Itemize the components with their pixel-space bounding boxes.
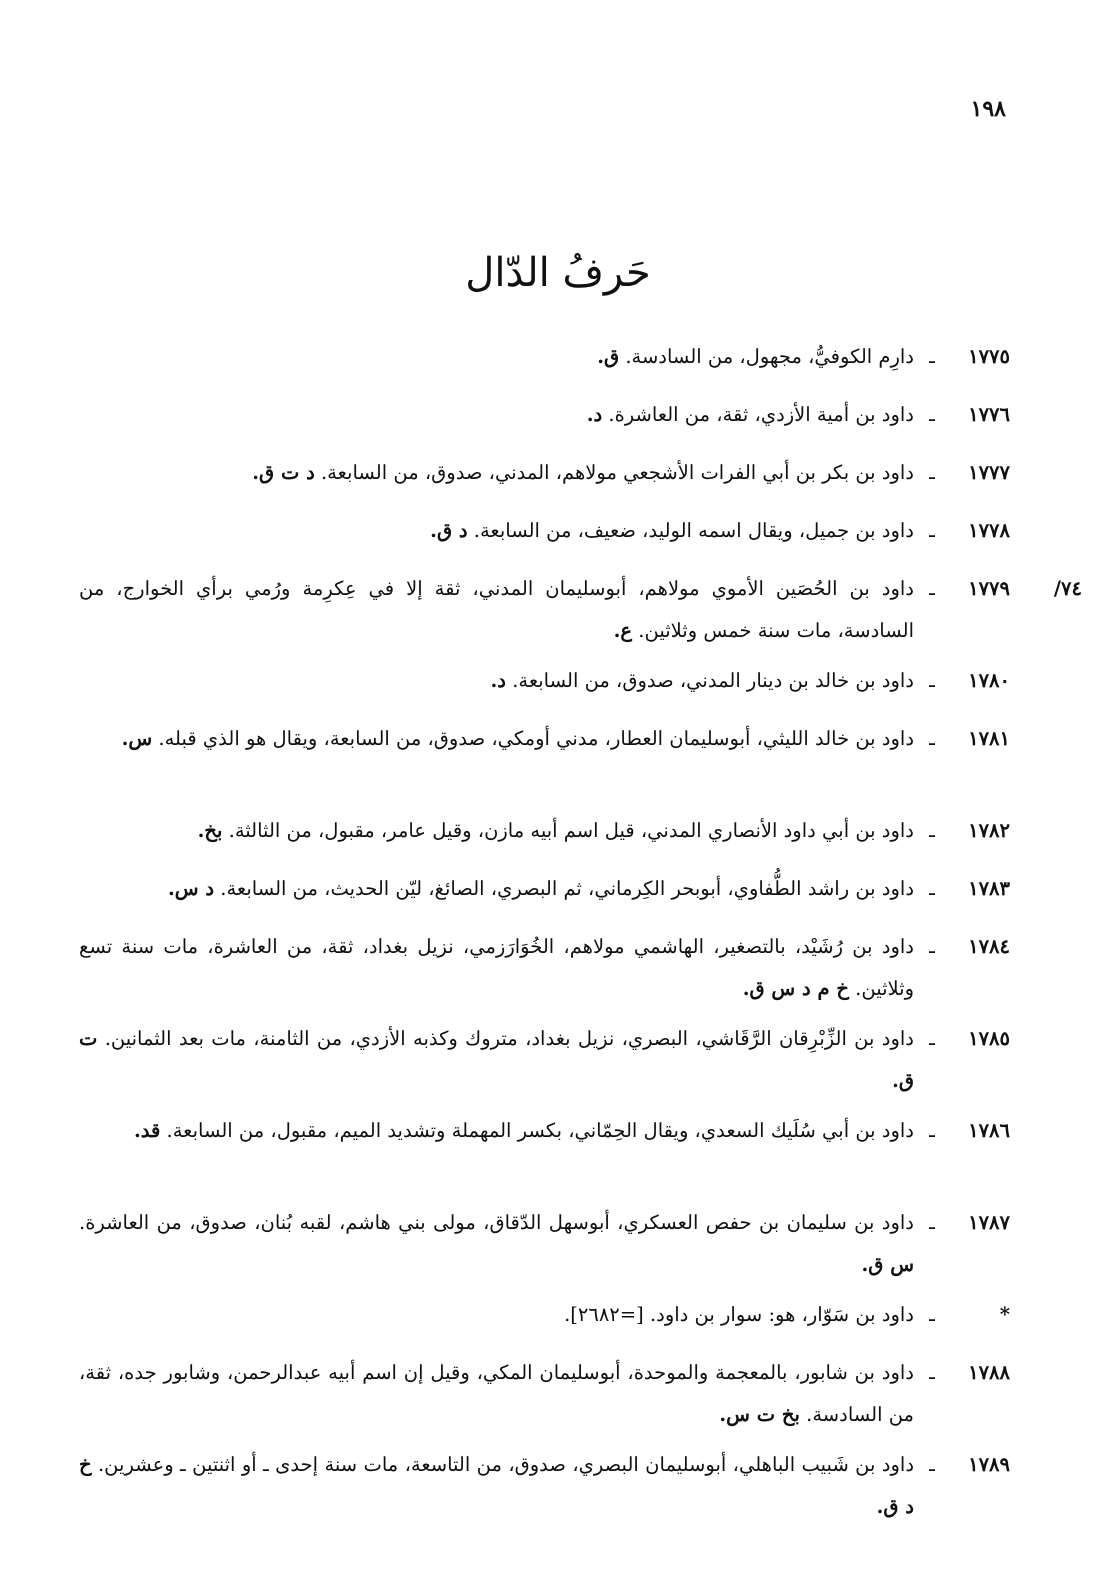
entry-text <box>73 926 918 1010</box>
entry-dash: ـ <box>929 403 935 426</box>
entry-text <box>73 1018 918 1102</box>
entry-body: داود بن الحُصَين الأموي مولاهم، أبوسليمان المدني، ثقة إلا في عِكرِمة ورُمي برأي الخوارج، من السادسة، مات سنة خمس وثلاثين. <box>79 577 914 642</box>
entry-body: داود بن شَبيب الباهلي، أبوسليمان البصري، صدوق، من التاسعة، مات سنة إحدى ـ أو اثنتين ـ وعشرين. <box>97 1453 914 1476</box>
entry-number: ١٧٨٠ <box>968 669 1010 692</box>
entry-dash: ـ <box>929 345 935 368</box>
entry-number: ١٧٧٨ <box>968 519 1010 542</box>
entry-body: داود بن سليمان بن حفص العسكري، أبوسهل الدّقاق، مولى بني هاشم، لقبه بُنان، صدوق، من العاشرة. <box>79 1211 914 1234</box>
entry-symbols: د س. <box>168 877 215 900</box>
entry-dash: ـ <box>929 1211 935 1234</box>
entry-dash: ـ <box>929 877 935 900</box>
entry-text <box>73 1110 918 1152</box>
entry-1776 <box>0 394 1010 448</box>
entry-1787 <box>0 1202 1010 1290</box>
entry-number: ١٧٨٧ <box>968 1211 1010 1234</box>
entry-number: ١٧٧٧ <box>968 461 1010 484</box>
entry-number: ١٧٨٣ <box>968 877 1010 900</box>
entry-symbols: بخ. <box>197 819 223 842</box>
entry-text <box>73 394 918 436</box>
entry-text <box>73 810 918 852</box>
entry-number: ١٧٨٤ <box>968 935 1010 958</box>
entry-number: ١٧٨٢ <box>968 819 1010 842</box>
entry-body: داود بن أمية الأزدي، ثقة، من العاشرة. <box>608 403 914 426</box>
entry-body: داود بن أبي سُلَيك السعدي، ويقال الحِمّاني، بكسر المهملة وتشديد الميم، مقبول، من السابعة. <box>166 1119 914 1142</box>
entry-symbols: بخ ت س. <box>719 1403 800 1426</box>
entry-symbols: د ت ق. <box>252 461 315 484</box>
entry-text <box>73 660 918 702</box>
entry-dash: ـ <box>929 1119 935 1142</box>
entry-dash: ـ <box>929 1027 935 1050</box>
entry-text <box>73 1352 918 1436</box>
entry-symbols: خ د ق. <box>79 1453 914 1518</box>
entry-body: داود بن سَوّار، هو: سوار بن داود. [=٢٦٨٢]. <box>564 1303 914 1326</box>
entry-symbols: د. <box>490 669 506 692</box>
chapter-title: حَرفُ الدّال <box>465 250 651 296</box>
entry-number: ١٧٧٩ <box>968 577 1010 600</box>
entry-number: ١٧٨٩ <box>968 1453 1010 1476</box>
entry-dash: ـ <box>929 519 935 542</box>
entry-text <box>73 336 918 378</box>
entry-number: ١٧٨٨ <box>968 1361 1010 1384</box>
entry-dash: ـ <box>929 1361 935 1384</box>
entry-body: داود بن شابور، بالمعجمة والموحدة، أبوسليمان المكي، وقيل إن اسم أبيه عبدالرحمن، وشابور جده، ثقة، من السادسة. <box>79 1361 914 1426</box>
entry-dash: ـ <box>929 935 935 958</box>
entry-number: ١٧٨٥ <box>968 1027 1010 1050</box>
entry-1784 <box>0 926 1010 1014</box>
entry-cross-reference <box>0 1294 1010 1348</box>
entry-symbols: قد. <box>133 1119 161 1142</box>
entry-text <box>73 1444 918 1528</box>
entry-body: داود بن أبي داود الأنصاري المدني، قيل اسم أبيه مازن، وقيل عامر، مقبول، من الثالثة. <box>228 819 914 842</box>
entry-1788 <box>0 1352 1010 1440</box>
entry-text <box>73 718 918 760</box>
entry-1777 <box>0 452 1010 506</box>
entry-1780 <box>0 660 1010 714</box>
entry-number: ١٧٨١ <box>968 727 1010 750</box>
entry-dash: ـ <box>929 727 935 750</box>
entry-dash: ـ <box>929 819 935 842</box>
entry-1789 <box>0 1444 1010 1532</box>
asterisk-marker: * <box>999 1303 1010 1326</box>
entry-dash: ـ <box>929 669 935 692</box>
entry-1782 <box>0 810 1010 864</box>
page-number: ١٩٨ <box>970 96 1006 122</box>
entry-body: داود بن خالد بن دينار المدني، صدوق، من السابعة. <box>512 669 914 692</box>
entry-1778 <box>0 510 1010 564</box>
entry-list <box>0 336 1082 1536</box>
entry-symbols: ت ق. <box>79 1027 914 1092</box>
entry-dash: ـ <box>929 1303 935 1326</box>
entry-body: داود بن جميل، ويقال اسمه الوليد، ضعيف، من السابعة. <box>473 519 914 542</box>
entry-1785 <box>0 1018 1010 1106</box>
entry-symbols: د ق. <box>430 519 468 542</box>
entry-number: ١٧٧٦ <box>968 403 1010 426</box>
entry-text <box>73 1202 918 1286</box>
entry-1781 <box>0 718 1010 806</box>
entry-1783 <box>0 868 1010 922</box>
entry-body: داود بن رُشَيْد، بالتصغير، الهاشمي مولاهم، الخُوَارَزمي، نزيل بغداد، ثقة، من العاشرة، مات سنة تسع وثلاثين. <box>79 935 914 1000</box>
entry-number: ١٧٨٦ <box>968 1119 1010 1142</box>
entry-1779 <box>0 568 1082 656</box>
entry-text <box>73 1294 918 1336</box>
entry-1786 <box>0 1110 1010 1198</box>
entry-text <box>73 568 918 652</box>
entry-body: داود بن بكر بن أبي الفرات الأشجعي مولاهم، المدني، صدوق، من السابعة. <box>320 461 914 484</box>
entry-symbols: د. <box>586 403 603 426</box>
margin-page-reference: ٧٤/ <box>1053 577 1082 600</box>
entry-symbols: ع. <box>613 619 633 642</box>
entry-dash: ـ <box>929 461 935 484</box>
entry-symbols: س. <box>121 727 153 750</box>
entry-text <box>73 510 918 552</box>
entry-body: داود بن الزِّبْرِقان الرَّقَاشي، البصري، نزيل بغداد، متروك وكذبه الأزدي، من الثامنة، مات بعد الثمانين. <box>104 1027 914 1050</box>
entry-dash: ـ <box>929 577 935 600</box>
entry-text <box>73 868 918 910</box>
entry-1775 <box>0 336 1010 390</box>
entry-symbols: ق. <box>597 345 620 368</box>
entry-body: دارِم الكوفيُّ، مجهول، من السادسة. <box>625 345 914 368</box>
entry-text <box>73 452 918 494</box>
entry-body: داود بن راشد الطُّفاوي، أبوبحر الكِرماني، ثم البصري، الصائغ، ليّن الحديث، من السابعة. <box>220 877 914 900</box>
entry-symbols: س ق. <box>861 1253 914 1276</box>
entry-body: داود بن خالد الليثي، أبوسليمان العطار، مدني أومكي، صدوق، من السابعة، ويقال هو الذي قبله. <box>158 727 914 750</box>
entry-symbols: خ م د س ق. <box>742 977 849 1000</box>
entry-dash: ـ <box>929 1453 935 1476</box>
entry-number: ١٧٧٥ <box>968 345 1010 368</box>
